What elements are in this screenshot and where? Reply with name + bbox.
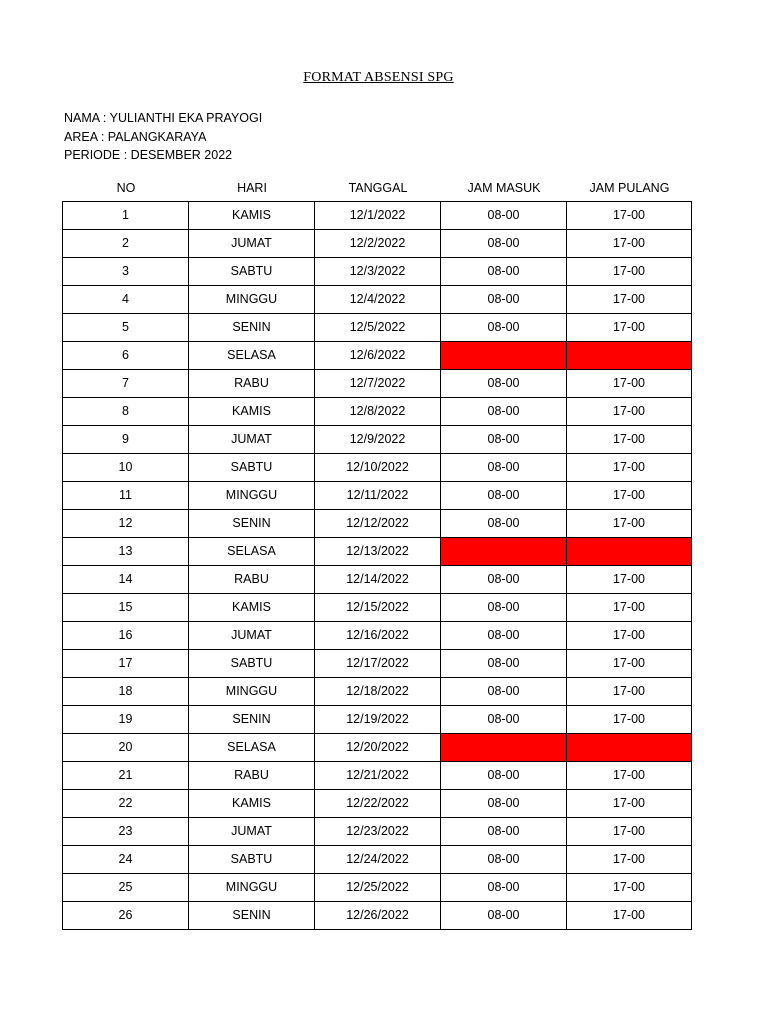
row-jam-masuk-cell: 08-00 [441, 370, 567, 398]
row-tanggal-cell: 12/23/2022 [315, 818, 441, 846]
table-row [63, 622, 692, 650]
row-no-cell: 9 [63, 426, 189, 454]
row-hari-cell: KAMIS [189, 202, 315, 230]
table-row [63, 202, 692, 230]
row-jam-pulang-cell: 17-00 [567, 286, 692, 314]
row-jam-pulang-cell [567, 342, 692, 370]
row-hari-cell: JUMAT [189, 818, 315, 846]
row-tanggal-cell: 12/18/2022 [315, 678, 441, 706]
row-tanggal-cell: 12/20/2022 [315, 734, 441, 762]
row-hari-cell: RABU [189, 370, 315, 398]
row-jam-pulang-cell [567, 538, 692, 566]
row-hari-cell: RABU [189, 566, 315, 594]
row-jam-masuk-cell: 08-00 [441, 846, 567, 874]
row-jam-pulang-cell: 17-00 [567, 762, 692, 790]
row-jam-pulang-cell: 17-00 [567, 706, 692, 734]
row-hari-cell: MINGGU [189, 286, 315, 314]
table-row [63, 258, 692, 286]
row-jam-masuk-cell: 08-00 [441, 454, 567, 482]
employee-name: NAMA : YULIANTHI EKA PRAYOGI [64, 111, 263, 125]
row-jam-masuk-cell [441, 342, 567, 370]
row-hari-cell: SENIN [189, 510, 315, 538]
row-jam-pulang-cell: 17-00 [567, 202, 692, 230]
row-hari-cell: KAMIS [189, 398, 315, 426]
table-row [63, 762, 692, 790]
table-row [63, 734, 692, 762]
row-tanggal-cell: 12/12/2022 [315, 510, 441, 538]
row-hari-cell: KAMIS [189, 594, 315, 622]
row-no-cell: 22 [63, 790, 189, 818]
table-row [63, 426, 692, 454]
row-tanggal-cell: 12/9/2022 [315, 426, 441, 454]
row-no-cell: 2 [63, 230, 189, 258]
row-jam-masuk-cell: 08-00 [441, 706, 567, 734]
row-tanggal-cell: 12/8/2022 [315, 398, 441, 426]
employee-area: AREA : PALANGKARAYA [64, 129, 207, 144]
row-no-cell: 13 [63, 538, 189, 566]
row-tanggal-cell: 12/3/2022 [315, 258, 441, 286]
row-jam-pulang-cell: 17-00 [567, 426, 692, 454]
row-jam-masuk-cell: 08-00 [441, 258, 567, 286]
table-row [63, 818, 692, 846]
row-jam-pulang-cell: 17-00 [567, 678, 692, 706]
row-jam-pulang-cell: 17-00 [567, 902, 692, 930]
header-jam-pulang: JAM PULANG [589, 181, 670, 195]
row-jam-masuk-cell: 08-00 [441, 510, 567, 538]
row-no-cell: 23 [63, 818, 189, 846]
row-hari-cell: JUMAT [189, 622, 315, 650]
row-jam-pulang-cell: 17-00 [567, 258, 692, 286]
table-row [63, 846, 692, 874]
table-row [63, 342, 692, 370]
table-row [63, 678, 692, 706]
table-row [63, 454, 692, 482]
row-jam-pulang-cell: 17-00 [567, 398, 692, 426]
row-tanggal-cell: 12/21/2022 [315, 762, 441, 790]
row-jam-pulang-cell: 17-00 [567, 566, 692, 594]
row-no-cell: 10 [63, 454, 189, 482]
table-row [63, 370, 692, 398]
table-row [63, 790, 692, 818]
row-hari-cell: SABTU [189, 846, 315, 874]
row-tanggal-cell: 12/11/2022 [315, 482, 441, 510]
employee-info [64, 109, 262, 165]
row-no-cell: 20 [63, 734, 189, 762]
row-jam-masuk-cell: 08-00 [441, 874, 567, 902]
row-jam-pulang-cell: 17-00 [567, 818, 692, 846]
row-no-cell: 25 [63, 874, 189, 902]
attendance-period: PERIODE : DESEMBER 2022 [64, 148, 233, 162]
table-row [63, 538, 692, 566]
row-jam-pulang-cell: 17-00 [567, 650, 692, 678]
row-jam-masuk-cell: 08-00 [441, 594, 567, 622]
row-no-cell: 24 [63, 846, 189, 874]
row-jam-pulang-cell: 17-00 [567, 482, 692, 510]
row-tanggal-cell: 12/26/2022 [315, 902, 441, 930]
table-row [63, 650, 692, 678]
row-jam-pulang-cell: 17-00 [567, 230, 692, 258]
row-jam-masuk-cell: 08-00 [441, 426, 567, 454]
table-row [63, 874, 692, 902]
row-no-cell: 8 [63, 398, 189, 426]
row-jam-pulang-cell: 17-00 [567, 790, 692, 818]
row-no-cell: 26 [63, 902, 189, 930]
row-hari-cell: SENIN [189, 706, 315, 734]
table-row [63, 230, 692, 258]
row-jam-masuk-cell: 08-00 [441, 818, 567, 846]
row-tanggal-cell: 12/5/2022 [315, 314, 441, 342]
row-jam-pulang-cell: 17-00 [567, 622, 692, 650]
row-jam-masuk-cell: 08-00 [441, 314, 567, 342]
row-no-cell: 4 [63, 286, 189, 314]
row-no-cell: 6 [63, 342, 189, 370]
row-jam-masuk-cell: 08-00 [441, 678, 567, 706]
row-jam-masuk-cell: 08-00 [441, 230, 567, 258]
row-jam-masuk-cell [441, 734, 567, 762]
row-tanggal-cell: 12/13/2022 [315, 538, 441, 566]
row-no-cell: 16 [63, 622, 189, 650]
row-no-cell: 19 [63, 706, 189, 734]
table-row [63, 902, 692, 930]
row-jam-masuk-cell: 08-00 [441, 482, 567, 510]
row-hari-cell: SELASA [189, 734, 315, 762]
row-no-cell: 17 [63, 650, 189, 678]
table-row [63, 594, 692, 622]
row-jam-masuk-cell: 08-00 [441, 762, 567, 790]
row-hari-cell: MINGGU [189, 874, 315, 902]
row-tanggal-cell: 12/7/2022 [315, 370, 441, 398]
table-row [63, 566, 692, 594]
header-tanggal: TANGGAL [348, 181, 408, 195]
row-no-cell: 14 [63, 566, 189, 594]
row-no-cell: 18 [63, 678, 189, 706]
row-jam-masuk-cell: 08-00 [441, 790, 567, 818]
row-hari-cell: SABTU [189, 454, 315, 482]
row-no-cell: 11 [63, 482, 189, 510]
document-title: FORMAT ABSENSI SPG [303, 70, 454, 85]
row-hari-cell: SENIN [189, 314, 315, 342]
row-no-cell: 7 [63, 370, 189, 398]
table-header [63, 181, 694, 195]
row-tanggal-cell: 12/24/2022 [315, 846, 441, 874]
row-tanggal-cell: 12/14/2022 [315, 566, 441, 594]
attendance-table [62, 201, 692, 930]
row-jam-pulang-cell [567, 734, 692, 762]
row-tanggal-cell: 12/6/2022 [315, 342, 441, 370]
row-no-cell: 12 [63, 510, 189, 538]
row-tanggal-cell: 12/15/2022 [315, 594, 441, 622]
row-hari-cell: MINGGU [189, 678, 315, 706]
row-jam-masuk-cell: 08-00 [441, 902, 567, 930]
row-jam-pulang-cell: 17-00 [567, 846, 692, 874]
header-hari: HARI [237, 181, 267, 195]
row-tanggal-cell: 12/4/2022 [315, 286, 441, 314]
table-row [63, 286, 692, 314]
row-tanggal-cell: 12/1/2022 [315, 202, 441, 230]
row-hari-cell: SELASA [189, 342, 315, 370]
row-no-cell: 21 [63, 762, 189, 790]
header-no: NO [116, 181, 136, 195]
row-tanggal-cell: 12/16/2022 [315, 622, 441, 650]
row-hari-cell: SABTU [189, 258, 315, 286]
row-jam-masuk-cell [441, 538, 567, 566]
row-tanggal-cell: 12/19/2022 [315, 706, 441, 734]
row-jam-masuk-cell: 08-00 [441, 398, 567, 426]
row-jam-masuk-cell: 08-00 [441, 622, 567, 650]
row-jam-pulang-cell: 17-00 [567, 370, 692, 398]
row-jam-masuk-cell: 08-00 [441, 286, 567, 314]
row-jam-pulang-cell: 17-00 [567, 454, 692, 482]
row-hari-cell: SELASA [189, 538, 315, 566]
table-row [63, 706, 692, 734]
row-no-cell: 15 [63, 594, 189, 622]
row-hari-cell: JUMAT [189, 426, 315, 454]
row-tanggal-cell: 12/10/2022 [315, 454, 441, 482]
row-hari-cell: JUMAT [189, 230, 315, 258]
header-jam-masuk: JAM MASUK [467, 181, 541, 195]
row-jam-pulang-cell: 17-00 [567, 594, 692, 622]
row-jam-pulang-cell: 17-00 [567, 874, 692, 902]
row-jam-pulang-cell: 17-00 [567, 510, 692, 538]
table-row [63, 482, 692, 510]
row-hari-cell: RABU [189, 762, 315, 790]
table-row [63, 510, 692, 538]
row-jam-pulang-cell: 17-00 [567, 314, 692, 342]
row-hari-cell: SENIN [189, 902, 315, 930]
row-tanggal-cell: 12/17/2022 [315, 650, 441, 678]
table-row [63, 398, 692, 426]
row-jam-masuk-cell: 08-00 [441, 566, 567, 594]
row-tanggal-cell: 12/2/2022 [315, 230, 441, 258]
row-jam-masuk-cell: 08-00 [441, 202, 567, 230]
row-jam-masuk-cell: 08-00 [441, 650, 567, 678]
row-tanggal-cell: 12/25/2022 [315, 874, 441, 902]
row-hari-cell: KAMIS [189, 790, 315, 818]
row-no-cell: 5 [63, 314, 189, 342]
row-hari-cell: MINGGU [189, 482, 315, 510]
attendance-table-body [63, 202, 692, 930]
table-row [63, 314, 692, 342]
row-no-cell: 3 [63, 258, 189, 286]
row-hari-cell: SABTU [189, 650, 315, 678]
row-no-cell: 1 [63, 202, 189, 230]
row-tanggal-cell: 12/22/2022 [315, 790, 441, 818]
